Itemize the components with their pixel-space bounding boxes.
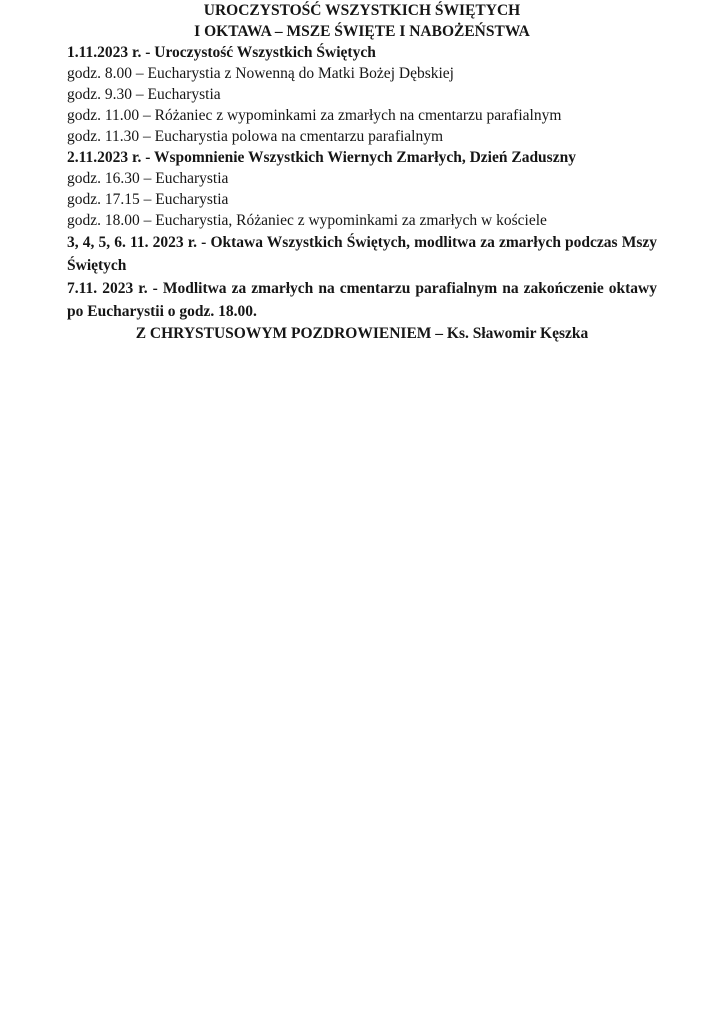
- schedule-item: godz. 9.30 – Eucharystia: [67, 86, 221, 103]
- schedule-item: godz. 8.00 – Eucharystia z Nowenną do Matki Bożej Dębskiej: [67, 65, 454, 82]
- signoff-line: Z CHRYSTUSOWYM POZDROWIENIEM – Ks. Sławomir Kęszka: [135, 325, 589, 342]
- schedule-item: godz. 11.30 – Eucharystia polowa na cmentarzu parafialnym: [67, 128, 444, 145]
- section-1-heading: 1.11.2023 r. - Uroczystość Wszystkich Świętych: [67, 44, 376, 61]
- document-title-line-1: UROCZYSTOŚĆ WSZYSTKICH ŚWIĘTYCH: [203, 2, 521, 19]
- document-title-line-2: I OKTAWA – MSZE ŚWIĘTE I NABOŻEŃSTWA: [194, 23, 530, 40]
- octave-paragraph: 3, 4, 5, 6. 11. 2023 r. - Oktawa Wszystkich Świętych, modlitwa za zmarłych podczas Mszy Świętych: [67, 234, 657, 274]
- schedule-item: godz. 11.00 – Różaniec z wypominkami za zmarłych na cmentarzu parafialnym: [67, 107, 562, 124]
- section-2-heading: 2.11.2023 r. - Wspomnienie Wszystkich Wiernych Zmarłych, Dzień Zaduszny: [67, 149, 576, 166]
- schedule-item: godz. 18.00 – Eucharystia, Różaniec z wypominkami za zmarłych w kościele: [67, 212, 547, 229]
- closing-prayer-paragraph: 7.11. 2023 r. - Modlitwa za zmarłych na cmentarzu parafialnym na zakończenie oktawy po Eucharystii o godz. 18.00.: [67, 280, 657, 320]
- schedule-item: godz. 16.30 – Eucharystia: [67, 170, 229, 187]
- schedule-item: godz. 17.15 – Eucharystia: [67, 191, 229, 208]
